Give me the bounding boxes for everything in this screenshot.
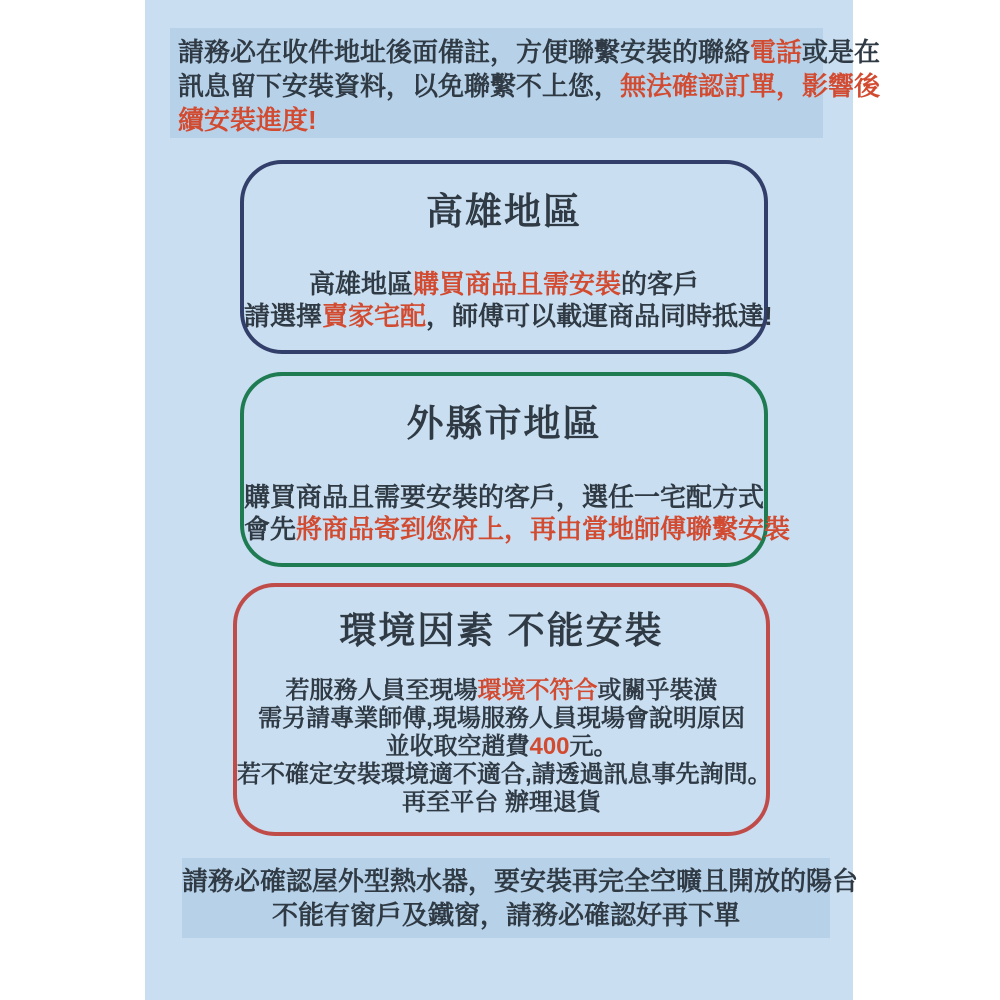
text-line	[237, 733, 766, 761]
body-text: 再至平台 辦理退貨	[402, 789, 601, 816]
highlight-text: 400	[529, 733, 570, 760]
body-text: 需另請專業師傅,現場服務人員現場會說明原因	[258, 705, 745, 732]
text-line	[237, 705, 766, 733]
notice-canvas	[145, 0, 881, 1000]
other-counties-box	[240, 372, 791, 567]
text-line	[182, 864, 859, 898]
other-counties-body	[244, 481, 791, 545]
environment-restriction-body	[237, 677, 772, 817]
kaohsiung-area-box	[240, 160, 773, 354]
kaohsiung-area-title: 高雄地區	[426, 191, 582, 232]
body-text: 或關乎裝潢	[597, 677, 718, 704]
text-line	[244, 481, 764, 513]
highlight-text: 電話	[750, 37, 803, 67]
highlight-text: 將商品寄到您府上，再由當地師傅聯繫安裝	[296, 514, 791, 544]
highlight-text: 無法確認訂單，影響後	[620, 71, 881, 101]
highlight-text: 續安裝進度!	[178, 105, 317, 135]
body-text: 請務必確認屋外型熱水器，要安裝再完全空曠且開放的陽台	[182, 866, 859, 896]
body-text: 並收取空趙費	[385, 733, 530, 760]
body-text: 高雄地區	[308, 269, 413, 299]
text-line	[178, 103, 815, 137]
body-text: 若不確定安裝環境適不適合,請透過訊息事先詢問。	[237, 761, 772, 788]
highlight-text: 賣家宅配	[322, 301, 427, 331]
environment-restriction-box	[233, 583, 770, 836]
text-line	[244, 513, 791, 545]
text-line	[182, 898, 830, 932]
text-line	[244, 300, 773, 332]
text-line	[178, 35, 881, 69]
highlight-text: 購買商品且需安裝	[412, 269, 621, 299]
body-text: 元。	[569, 733, 618, 760]
top-contact-notice	[170, 28, 881, 138]
body-text: 購買商品且需要安裝的客戶，選任一宅配方式	[244, 482, 765, 512]
body-text: 會先	[244, 514, 297, 544]
body-text: 訊息留下安裝資料，以免聯繫不上您，	[178, 71, 621, 101]
bottom-outdoor-heater-notice	[182, 858, 859, 938]
body-text: 若服務人員至現場	[285, 677, 478, 704]
kaohsiung-area-body	[244, 268, 773, 332]
body-text: 或是在	[802, 37, 881, 67]
text-line	[237, 761, 772, 789]
body-text: 的客戶	[621, 269, 700, 299]
text-line	[237, 677, 766, 705]
body-text: 請務必在收件地址後面備註，方便聯繫安裝的聯絡	[178, 37, 751, 67]
text-line	[244, 268, 764, 300]
environment-restriction-title: 環境因素 不能安裝	[339, 610, 664, 651]
text-line	[237, 789, 766, 817]
highlight-text: 環境不符合	[477, 677, 598, 704]
other-counties-title: 外縣市地區	[406, 403, 602, 444]
body-text: ，師傅可以載運商品同時抵達!	[426, 301, 773, 331]
text-line	[178, 69, 881, 103]
body-text: 不能有窗戶及鐵窗，請務必確認好再下單	[271, 900, 740, 930]
body-text: 請選擇	[244, 301, 323, 331]
